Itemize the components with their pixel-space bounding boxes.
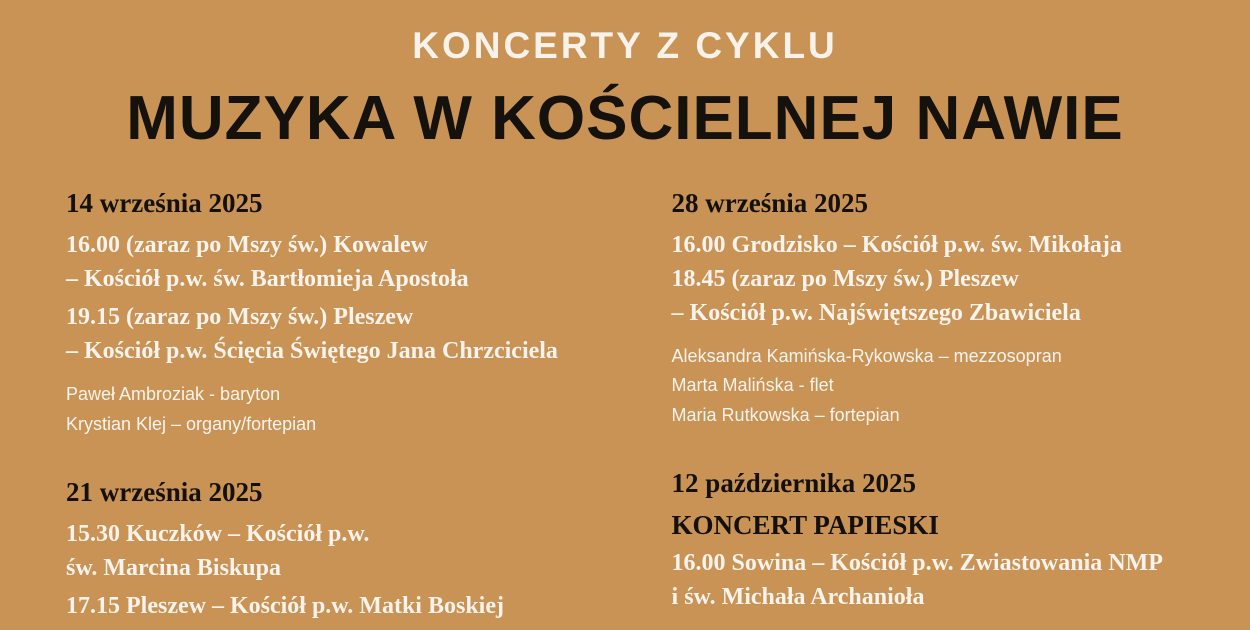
event-line: i św. Michała Archanioła [671, 584, 925, 611]
event-item [672, 186, 1188, 430]
event-line: 16.00 (zaraz po Mszy św.) Kowalew [66, 232, 428, 259]
performer: Aleksandra Kamińska-Rykowska – mezzosopran [671, 346, 1062, 367]
event-line: – Kościół p.w. Ścięcia Świętego Jana Chrzciciela [66, 338, 558, 365]
event-date: 28 września 2025 [671, 187, 869, 218]
events-columns [0, 186, 1250, 623]
event-line: 18.45 (zaraz po Mszy św.) Pleszew [671, 266, 1019, 293]
poster-title: MUZYKA W KOŚCIELNEJ NAWIE [126, 83, 1124, 153]
event-item [66, 186, 601, 439]
event-date: 14 września 2025 [66, 187, 263, 218]
event-item [66, 475, 601, 623]
event-performers [672, 342, 1188, 429]
event-date: 12 października 2025 [671, 467, 917, 498]
events-column-left [66, 186, 601, 623]
event-line: – Kościół p.w. Najświętszego Zbawiciela [671, 300, 1081, 327]
event-line: 15.30 Kuczków – Kościół p.w. [66, 520, 370, 547]
performer: Krystian Klej – organy/fortepian [66, 413, 317, 434]
event-line: 17.15 Pleszew – Kościół p.w. Matki Boskiej [66, 592, 504, 619]
performer: Maria Rutkowska – fortepian [671, 404, 900, 425]
event-date: 21 września 2025 [66, 476, 263, 507]
event-subtitle: KONCERT PAPIESKI [671, 509, 939, 540]
event-line: 19.15 (zaraz po Mszy św.) Pleszew [66, 304, 414, 331]
event-line: 16.00 Grodzisko – Kościół p.w. św. Mikołaja [671, 232, 1122, 259]
event-line: – Kościół p.w. św. Bartłomieja Apostoła [66, 266, 469, 293]
event-line: św. Marcina Biskupa [66, 554, 281, 581]
event-line: 16.00 Sowina – Kościół p.w. Zwiastowania NMP [671, 549, 1163, 576]
event-item [672, 466, 1188, 614]
event-performers [66, 380, 601, 438]
poster-kicker: KONCERTY Z CYKLU [412, 25, 838, 66]
events-column-right [653, 186, 1188, 623]
performer: Paweł Ambroziak - baryton [66, 384, 281, 405]
poster-header [0, 0, 1250, 154]
performer: Marta Malińska - flet [671, 375, 834, 396]
